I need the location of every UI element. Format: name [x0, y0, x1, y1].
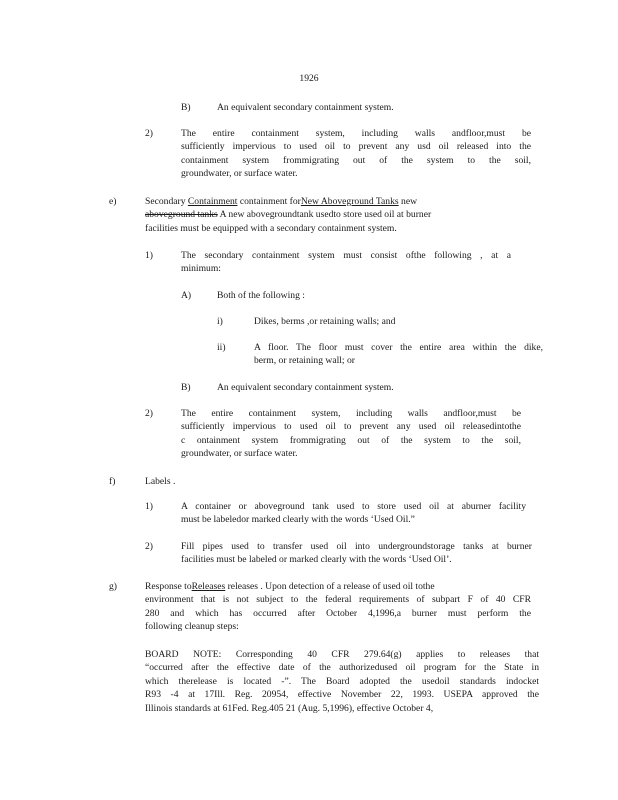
paragraph-line: minimum:	[181, 263, 221, 275]
paragraph-item-2	[181, 407, 521, 461]
text-run: new	[398, 196, 418, 207]
paragraph-line: must be labeledor marked clearly with the words ‘Used Oil.”	[181, 514, 415, 526]
paragraph-line: following cleanup steps:	[145, 621, 239, 633]
item-text-A: Both of the following :	[217, 290, 305, 301]
section-e-line-2	[145, 208, 500, 221]
section-label-f: f)	[109, 476, 116, 487]
paragraph-line: Illinois standards at 61Fed. Reg.405 21 (Aug. 5,1996), effective October 4,	[145, 702, 434, 714]
paragraph-line: A floor. The floor must cover the entire area within the dike,	[254, 342, 543, 353]
section-e-intro	[145, 195, 500, 235]
paragraph-line: “occurred after the effective date of the authorizedused oil program for the State in	[145, 662, 539, 674]
paragraph-item-2	[181, 540, 532, 567]
paragraph-line: R93 -4 at 17Ill. Reg. 20954, effective November 22, 1993. USEPA approved the	[145, 689, 539, 701]
paragraph-line: A container or aboveground tank used to store used oil at aburner facility	[181, 501, 526, 512]
paragraph-line: c ontainment system frommigrating out of the system to the soil,	[181, 434, 521, 446]
paragraph-line: The secondary containment system must consist ofthe following , at a	[181, 250, 511, 261]
text-run: Secondary	[145, 196, 188, 207]
paragraph-line: The entire containment system, including walls andfloor,must be	[181, 128, 531, 139]
paragraph-line: which therelease is located -”. The Board adopted the usedoil standards indocket	[145, 675, 539, 687]
item-label-2: 2)	[145, 408, 153, 419]
paragraph-line: facilities must be labeled or marked clearly with the words ‘Used Oil’.	[181, 554, 452, 566]
paragraph-item-ii	[254, 341, 543, 368]
text-run: Response to	[145, 581, 192, 592]
item-label-i: i)	[217, 316, 223, 327]
text-run: releases . Upon detection of a release of used oil tothe	[225, 581, 435, 592]
item-label-1: 1)	[145, 501, 153, 512]
underlined-insertion: Releases	[191, 581, 226, 592]
text-run: A new abovegroundtank usedto store used oil at burner	[217, 209, 432, 221]
page-number: 1926	[299, 73, 319, 84]
section-label-e: e)	[109, 196, 117, 207]
struck-deletion: aboveground tanks	[145, 209, 218, 221]
paragraph-line: 280 and which has occurred after October 4,1996,a burner must perform the	[145, 607, 531, 619]
item-label-ii: ii)	[217, 342, 226, 353]
paragraph-line: sufficiently impervious to used oil to prevent any usd oil released into the	[181, 141, 531, 153]
paragraph-line: Fill pipes used to transfer used oil into undergroundstorage tanks at burner	[181, 541, 532, 552]
item-label-1: 1)	[145, 250, 153, 261]
item-text-B: An equivalent secondary containment system.	[217, 382, 394, 393]
paragraph-line: The entire containment system, including walls andfloor,must be	[181, 408, 521, 419]
item-text-B: An equivalent secondary containment system.	[217, 102, 394, 113]
item-label-2: 2)	[145, 541, 153, 552]
underlined-insertion: Containment	[187, 196, 238, 207]
paragraph-line: BOARD NOTE: Corresponding 40 CFR 279.64(g) applies to releases that	[145, 649, 539, 660]
paragraph-line: berm, or retaining wall; or	[254, 355, 355, 367]
underlined-insertion: New Aboveground Tanks	[300, 196, 399, 207]
paragraph-line: environment that is not subject to the federal requirements of subpart F of 40 CFR	[145, 594, 531, 606]
paragraph-line: containment system frommigrating out of the system to the soil,	[181, 154, 531, 166]
section-f-title: Labels .	[145, 476, 176, 487]
item-label-B: B)	[181, 102, 191, 113]
text-run: containment for	[237, 196, 301, 207]
item-label-B: B)	[181, 382, 191, 393]
paragraph-item-1	[181, 249, 511, 276]
section-e-line-1	[145, 195, 500, 208]
section-e-line-3: facilities must be equipped with a secondary containment system.	[145, 222, 397, 234]
item-label-2: 2)	[145, 128, 153, 139]
item-label-A: A)	[181, 290, 192, 301]
section-g-line-1	[145, 580, 531, 593]
paragraph-item-2	[181, 127, 531, 181]
paragraph-item-1	[181, 500, 526, 527]
section-label-g: g)	[109, 581, 117, 592]
board-note	[145, 648, 539, 715]
paragraph-line: sufficiently impervious to used oil to prevent any used oil releasedintothe	[181, 421, 521, 433]
section-g-intro	[145, 580, 531, 634]
paragraph-line: groundwater, or surface water.	[181, 168, 298, 180]
paragraph-line: groundwater, or surface water.	[181, 448, 298, 460]
item-text-i: Dikes, berms ,or retaining walls; and	[254, 316, 396, 327]
